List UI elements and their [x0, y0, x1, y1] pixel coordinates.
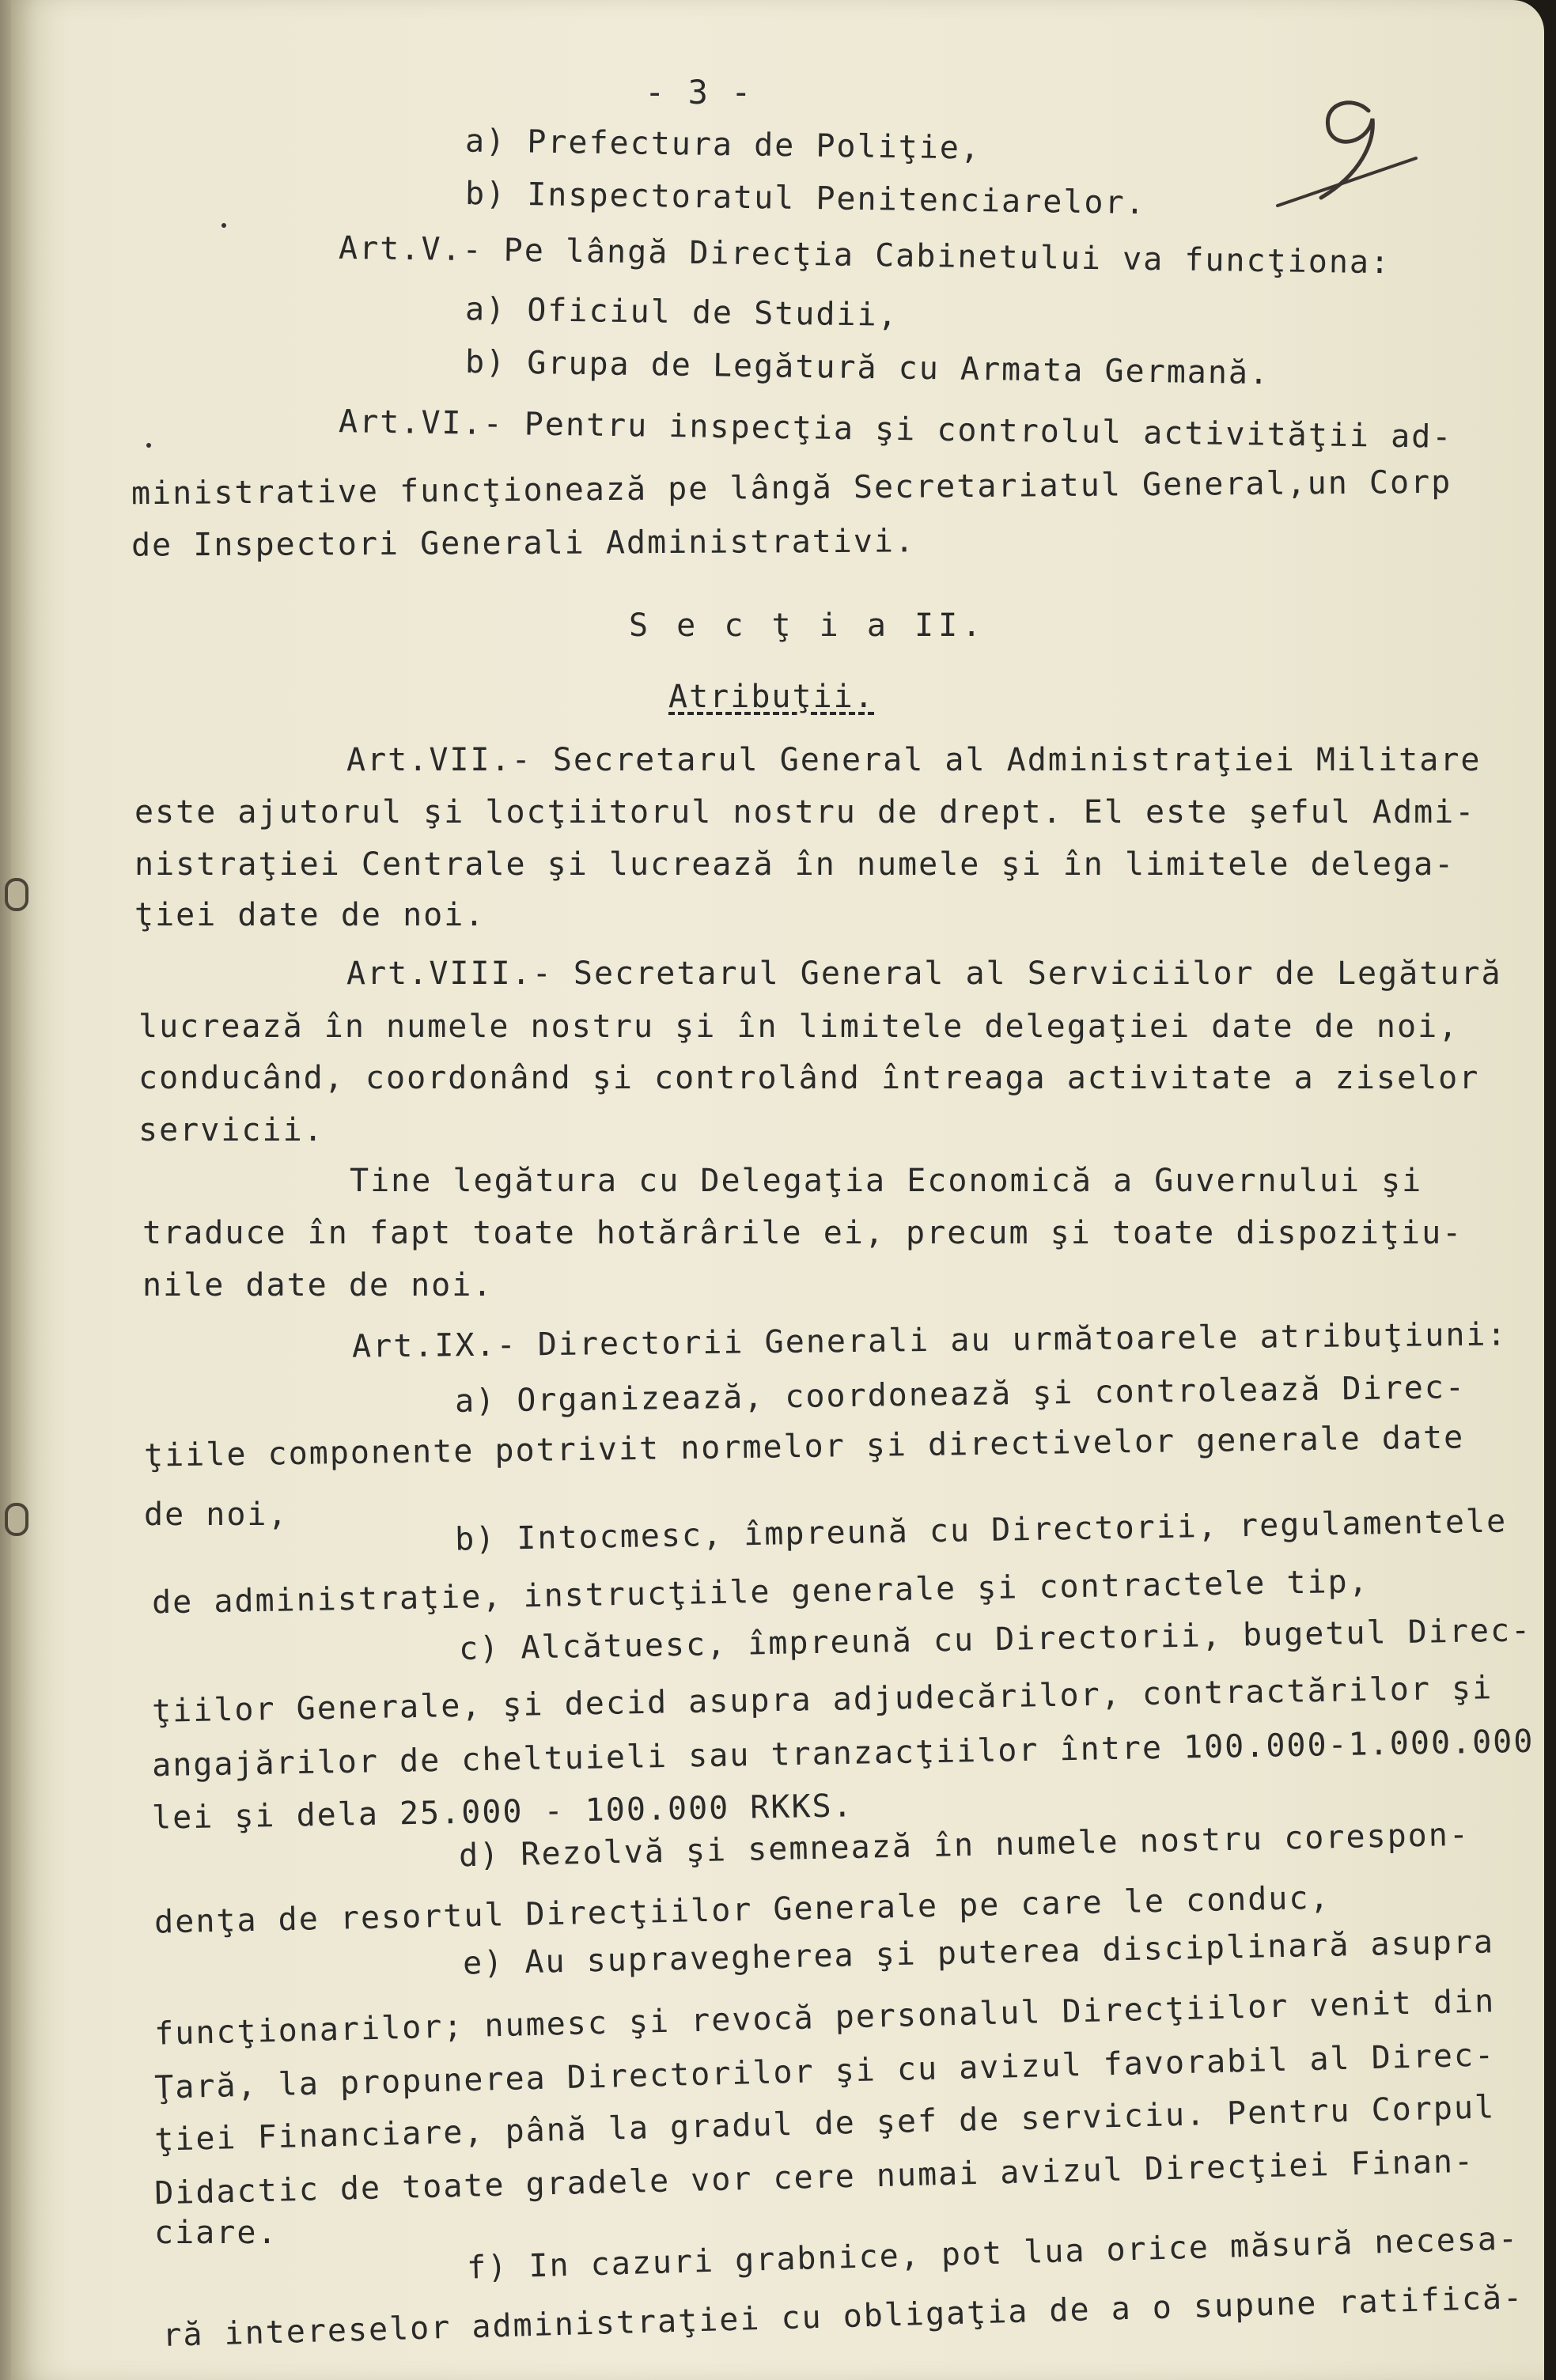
text-line: nistraţiei Centrale şi lucrează în numele şi în limitele delega-	[134, 846, 1456, 883]
text-line: ţiei date de noi.	[134, 897, 486, 933]
text-line: nile date de noi.	[142, 1267, 494, 1304]
text-line: Art.VIII.- Secretarul General al Serviciilor de Legătură	[346, 955, 1502, 992]
text-line: b) Inspectoratul Penitenciarelor.	[464, 175, 1146, 222]
text-line: angajărilor de cheltuieli sau tranzacţiilor între 100.000-1.000.000	[151, 1723, 1535, 1784]
text-line: Art.IX.- Directorii Generali au următoarele atribuţiuni:	[351, 1316, 1508, 1365]
section-heading: S e c ţ i a II.	[629, 607, 986, 644]
text-line: ţiilor Generale, şi decid asupra adjudecărilor, contractărilor şi	[151, 1670, 1494, 1730]
text-line: b) Intocmesc, împreună cu Directorii, regulamentele	[454, 1503, 1508, 1558]
text-line: denţa de resortul Direcţiilor Generale pe care le conduc,	[153, 1879, 1331, 1941]
text-line: Art.V.- Pe lângă Direcţia Cabinetului va funcţiona:	[338, 229, 1391, 282]
text-line: lei şi dela 25.000 - 100.000 RKKS.	[151, 1788, 854, 1837]
text-line: ţiei Financiare, până la gradul de şef de serviciu. Pentru Corpul	[153, 2089, 1496, 2159]
text-line: e) Au supravegherea şi puterea disciplinară asupra	[462, 1924, 1495, 1982]
text-line: d) Rezolvă şi semnează în numele nostru corespon-	[458, 1816, 1471, 1875]
text-line: ră intereselor administraţiei cu obligaţia de a o supune ratifică-	[161, 2279, 1524, 2355]
text-line: Tine legătura cu Delegaţia Economică a Guvernului şi	[350, 1163, 1423, 1199]
text-line: Didactic de toate gradele vor cere numai avizul Direcţiei Finan-	[153, 2143, 1475, 2212]
text-line: a) Oficiul de Studii,	[464, 291, 899, 334]
text-line: c) Alcătuesc, împreună cu Directorii, bugetul Direc-	[458, 1612, 1532, 1667]
text-line: funcţionarilor; numesc şi revocă personalul Direcţiilor venit din	[153, 1983, 1496, 2053]
text-line: este ajutorul şi locţiitorul nostru de drept. El este şeful Admi-	[134, 794, 1476, 831]
text-line: de noi,	[144, 1496, 289, 1533]
text-line: ciare.	[154, 2215, 278, 2251]
text-line: a) Organizează, coordonează şi controlează Direc-	[454, 1369, 1467, 1420]
section-subtitle: Atribuţii.	[668, 679, 875, 715]
text-line: lucrează în numele nostru şi în limitele delegaţiei date de noi,	[138, 1008, 1459, 1045]
text-line: ţiile componente potrivit normelor şi directivelor generale date	[143, 1419, 1465, 1474]
text-line: a) Prefectura de Poliţie,	[464, 123, 982, 167]
text-line: f) In cazuri grabnice, pot lua orice măsură necesa-	[466, 2220, 1520, 2287]
text-line: b) Grupa de Legătură cu Armata Germană.	[464, 343, 1270, 392]
text-line: de administraţie, instrucţiile generale şi contractele tip,	[151, 1563, 1370, 1621]
text-line: Art.VI.- Pentru inspecţia şi controlul activităţii ad-	[338, 403, 1453, 456]
text-line: conducând, coordonând şi controlând întreaga activitate a ziselor	[138, 1060, 1480, 1096]
text-line: servicii.	[138, 1112, 324, 1148]
text-line: ministrative funcţionează pe lângă Secretariatul General,un Corp	[131, 464, 1452, 513]
page-number: - 3 -	[645, 73, 753, 112]
text-line: traduce în fapt toate hotărârile ei, precum şi toate dispoziţiu-	[142, 1215, 1463, 1251]
text-line: de Inspectori Generali Administrativi.	[131, 523, 916, 564]
text-line: Art.VII.- Secretarul General al Administraţiei Militare	[346, 742, 1482, 778]
text-line: Ţară, la propunerea Directorilor şi cu avizul favorabil al Direc-	[153, 2037, 1496, 2106]
